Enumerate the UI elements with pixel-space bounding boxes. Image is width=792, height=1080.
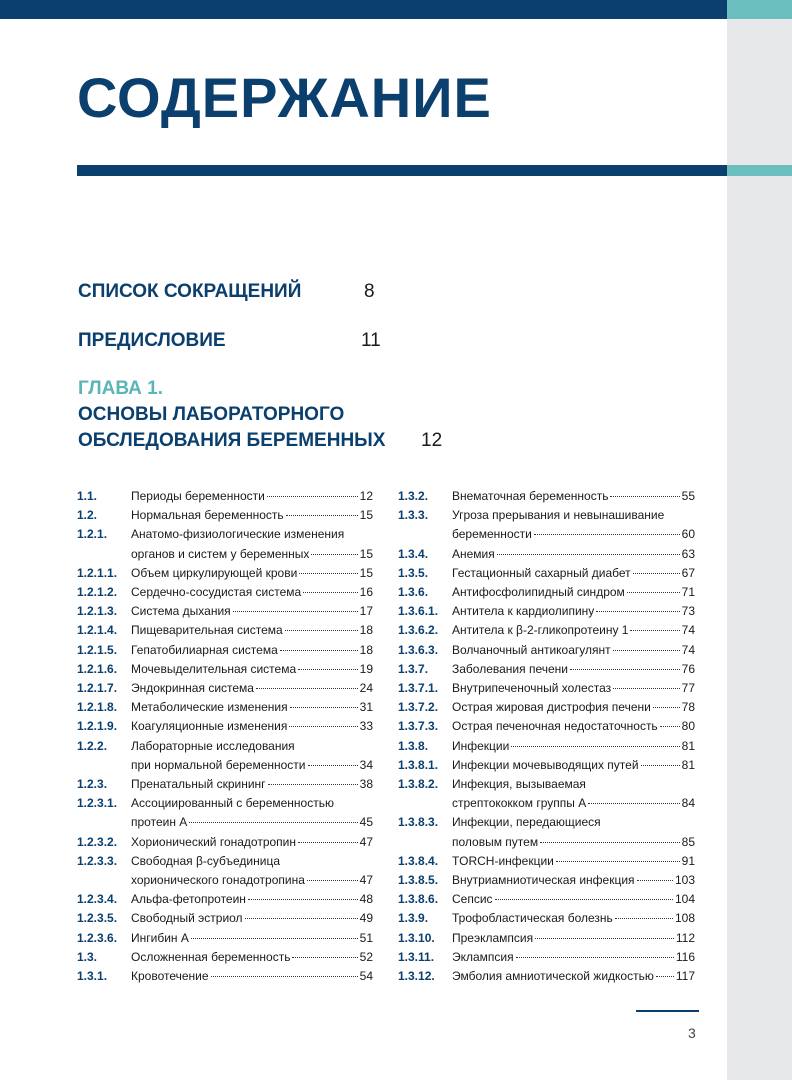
- toc-column-right: [398, 487, 695, 986]
- toc-entry-page: 49: [359, 911, 373, 926]
- toc-entry-page: 51: [359, 930, 373, 945]
- dot-leader: [256, 688, 358, 689]
- title-rule-accent: [727, 165, 792, 176]
- section-preface-page: 11: [361, 330, 381, 351]
- toc-entry-title: Анатомо-физиологические изменения: [131, 527, 345, 542]
- toc-entry[interactable]: [398, 909, 695, 928]
- dot-leader: [308, 765, 358, 766]
- toc-entry-page: 104: [674, 892, 695, 907]
- toc-entry-title: беременности: [452, 527, 532, 542]
- toc-entry[interactable]: [398, 679, 695, 698]
- toc-entry-number: 1.2.2.: [77, 738, 108, 753]
- toc-entry-page: 76: [681, 661, 695, 676]
- toc-entry[interactable]: [398, 813, 695, 851]
- toc-entry-title: Альфа-фетопротеин: [131, 892, 246, 907]
- toc-entry-number: 1.3.8.6.: [398, 892, 439, 907]
- toc-entry-number: 1.2.1.4.: [77, 623, 118, 638]
- toc-entry-page: 54: [359, 969, 373, 984]
- toc-entry-page: 15: [359, 546, 373, 561]
- toc-entry[interactable]: [77, 660, 373, 679]
- toc-entry-number: 1.2.3.2.: [77, 834, 118, 849]
- toc-entry[interactable]: [77, 602, 373, 621]
- toc-entry-page: 47: [359, 873, 373, 888]
- dot-leader: [285, 630, 358, 631]
- toc-entry-number: 1.2.3.3.: [77, 853, 118, 868]
- toc-entry-page: 116: [675, 949, 695, 964]
- dot-leader: [303, 592, 357, 593]
- toc-entry[interactable]: [398, 506, 695, 544]
- toc-entry-title: Коагуляционные изменения: [131, 719, 288, 734]
- dot-leader: [268, 784, 358, 785]
- toc-entry[interactable]: [77, 833, 373, 852]
- chapter-page: 12: [421, 430, 443, 451]
- toc-entry-page: 31: [359, 700, 373, 715]
- toc-entry-title: Периоды беременности: [131, 489, 265, 503]
- toc-entry[interactable]: [398, 852, 695, 871]
- toc-entry-number: 1.3.2.: [398, 489, 429, 503]
- toc-entry[interactable]: [77, 948, 373, 967]
- toc-entry-page: 16: [359, 585, 373, 600]
- dot-leader: [653, 707, 680, 708]
- toc-entry-title: Свободный эстриол: [131, 911, 243, 926]
- toc-entry-title: Заболевания печени: [452, 661, 568, 676]
- toc-entry[interactable]: [398, 641, 695, 660]
- toc-entry-page: 45: [359, 815, 373, 830]
- toc-entry-title: Система дыхания: [131, 604, 231, 619]
- toc-entry-page: 38: [359, 777, 373, 792]
- toc-entry-title: Гепатобилиарная система: [131, 642, 278, 657]
- toc-entry-number: 1.3.8.3.: [398, 815, 439, 830]
- section-preface[interactable]: ПРЕДИСЛОВИЕ: [78, 330, 226, 351]
- dot-leader: [307, 880, 358, 881]
- toc-entry-number: 1.3.8.5.: [398, 873, 439, 888]
- dot-leader: [495, 899, 673, 900]
- dot-leader: [211, 976, 358, 977]
- toc-entry-title: Нормальная беременность: [131, 508, 284, 523]
- toc-entry-number: 1.3.11.: [398, 949, 435, 964]
- toc-entry-title: органов и систем у беременных: [131, 546, 310, 561]
- toc-entry[interactable]: [398, 660, 695, 679]
- toc-entry-number: 1.2.3.1.: [77, 796, 118, 811]
- toc-entry-number: 1.3.9.: [398, 911, 429, 926]
- top-bar: [0, 0, 727, 19]
- toc-entry-number: 1.2.1.8.: [77, 700, 118, 715]
- toc-column-left: [77, 487, 373, 986]
- toc-entry-number: 1.3.7.1.: [398, 681, 439, 696]
- page-number: 3: [688, 1025, 696, 1041]
- toc-entry[interactable]: [77, 621, 373, 640]
- dot-leader: [516, 957, 674, 958]
- dot-leader: [497, 554, 680, 555]
- toc-entry[interactable]: [77, 794, 373, 832]
- toc-entry-page: 117: [675, 969, 695, 984]
- toc-entry-title: Метаболические изменения: [131, 700, 288, 715]
- toc-entry-page: 112: [675, 930, 695, 945]
- toc-entry-page: 67: [681, 565, 695, 580]
- dot-leader: [633, 573, 680, 574]
- dot-leader: [660, 726, 680, 727]
- page-title: СОДЕРЖАНИЕ: [77, 66, 492, 129]
- toc-entry[interactable]: [398, 698, 695, 717]
- toc-entry-title: Инфекции, передающиеся: [452, 815, 601, 830]
- toc-entry[interactable]: [77, 641, 373, 660]
- toc-entry-number: 1.2.3.: [77, 777, 108, 792]
- toc-entry-number: 1.3.6.: [398, 585, 429, 600]
- toc-entry-number: 1.3.7.2.: [398, 700, 439, 715]
- dot-leader: [189, 822, 357, 823]
- toc-entry[interactable]: [398, 871, 695, 890]
- toc-entry[interactable]: [398, 564, 695, 583]
- dot-leader: [286, 515, 358, 516]
- chapter-title-line-1[interactable]: ОСНОВЫ ЛАБОРАТОРНОГО: [78, 404, 345, 425]
- dot-leader: [588, 803, 679, 804]
- toc-entry-number: 1.2.1.3.: [77, 604, 118, 619]
- toc-entry-page: 74: [681, 642, 695, 657]
- toc-entry-number: 1.2.1.5.: [77, 642, 118, 657]
- toc-entry-number: 1.2.3.5.: [77, 911, 118, 926]
- dot-leader: [299, 573, 357, 574]
- side-strip: [727, 0, 792, 1080]
- toc-entry-number: 1.1.: [77, 489, 98, 503]
- toc-entry-number: 1.3.1.: [77, 969, 108, 984]
- toc-entry-title: Эмболия амниотической жидкостью: [452, 969, 654, 984]
- toc-entry-page: 18: [359, 623, 373, 638]
- toc-entry-number: 1.2.1.2.: [77, 585, 118, 600]
- toc-entry-number: 1.2.1.9.: [77, 719, 118, 734]
- toc-entry-number: 1.2.: [77, 508, 98, 523]
- dot-leader: [292, 957, 357, 958]
- toc-entry-page: 77: [681, 681, 695, 696]
- toc-entry-page: 48: [359, 892, 373, 907]
- toc-entry-title: при нормальной беременности: [131, 757, 306, 772]
- toc-entry-title: Кровотечение: [131, 969, 209, 984]
- toc-entry[interactable]: [398, 487, 695, 506]
- toc-entry-page: 74: [681, 623, 695, 638]
- dot-leader: [540, 842, 680, 843]
- toc-entry-page: 71: [681, 585, 695, 600]
- toc-entry[interactable]: [77, 890, 373, 909]
- toc-entry-title: Лабораторные исследования: [131, 738, 295, 753]
- toc-entry-page: 63: [681, 546, 695, 561]
- toc-entry[interactable]: [77, 583, 373, 602]
- dot-leader: [630, 630, 679, 631]
- toc-entry-title: Инфекции: [452, 738, 510, 753]
- toc-entry[interactable]: [398, 948, 695, 967]
- toc-entry-page: 85: [681, 834, 695, 849]
- toc-entry-title: Трофобластическая болезнь: [452, 911, 613, 926]
- toc-entry[interactable]: [77, 737, 373, 775]
- toc-entry-page: 55: [681, 489, 695, 503]
- dot-leader: [298, 669, 358, 670]
- toc-entry-title: Эндокринная система: [131, 681, 254, 696]
- toc-entry-number: 1.3.3.: [398, 508, 429, 523]
- toc-entry-title: Сердечно-сосудистая система: [131, 585, 302, 600]
- toc-entry-title: Антифосфолипидный синдром: [452, 585, 625, 600]
- dot-leader: [280, 650, 358, 651]
- section-abbreviations[interactable]: СПИСОК СОКРАЩЕНИЙ: [78, 281, 302, 302]
- toc-entry-title: Угроза прерывания и невынашивание: [452, 508, 665, 523]
- toc-entry[interactable]: [398, 890, 695, 909]
- toc-entry-page: 84: [681, 796, 695, 811]
- toc-entry-number: 1.2.3.4.: [77, 892, 118, 907]
- toc-entry[interactable]: [77, 525, 373, 563]
- toc-entry-title: Гестационный сахарный диабет: [452, 565, 631, 580]
- dot-leader: [613, 688, 680, 689]
- dot-leader: [289, 726, 357, 727]
- toc-entry-number: 1.2.1.7.: [77, 681, 118, 696]
- dot-leader: [615, 918, 673, 919]
- toc-entry[interactable]: [398, 545, 695, 564]
- toc-entry-title: Инфекции мочевыводящих путей: [452, 757, 639, 772]
- title-rule: [77, 165, 727, 176]
- dot-leader: [656, 976, 674, 977]
- toc-entry-title: Инфекция, вызываемая: [452, 777, 586, 792]
- toc-entry[interactable]: [398, 583, 695, 602]
- dot-leader: [267, 496, 358, 497]
- toc-entry[interactable]: [77, 717, 373, 736]
- toc-entry-number: 1.2.1.1.: [77, 565, 118, 580]
- toc-entry-number: 1.3.8.4.: [398, 853, 439, 868]
- toc-entry-page: 17: [359, 604, 373, 619]
- dot-leader: [511, 746, 679, 747]
- dot-leader: [233, 611, 358, 612]
- toc-entry-number: 1.2.3.6.: [77, 930, 118, 945]
- toc-entry-title: Эклампсия: [452, 949, 514, 964]
- chapter-label: ГЛАВА 1.: [78, 378, 163, 399]
- toc-entry-page: 81: [681, 738, 695, 753]
- toc-entry-title: хорионического гонадотропина: [131, 873, 305, 888]
- toc-entry-title: Осложненная беременность: [131, 949, 291, 964]
- toc-entry[interactable]: [77, 852, 373, 890]
- toc-entry-number: 1.3.5.: [398, 565, 429, 580]
- toc-entry-title: Объем циркулирующей крови: [131, 565, 298, 580]
- toc-entry-title: Анемия: [452, 546, 495, 561]
- toc-entry-title: Антитела к β-2-гликопротеину 1: [452, 623, 629, 638]
- dot-leader: [641, 765, 680, 766]
- toc-entry-title: Пищеварительная система: [131, 623, 283, 638]
- section-abbreviations-page: 8: [364, 281, 375, 302]
- toc-entry-number: 1.3.7.3.: [398, 719, 439, 734]
- toc-entry-number: 1.3.12.: [398, 969, 435, 984]
- toc-entry-page: 52: [359, 949, 373, 964]
- toc-entry-title: Ингибин А: [131, 930, 189, 945]
- toc-entry-title: Внутрипеченочный холестаз: [452, 681, 612, 696]
- toc-entry-page: 60: [681, 527, 695, 542]
- toc-entry-number: 1.3.8.1.: [398, 757, 439, 772]
- toc-entry-title: Преэклампсия: [452, 930, 534, 945]
- toc-entry[interactable]: [398, 737, 695, 756]
- toc-entry[interactable]: [77, 698, 373, 717]
- dot-leader: [613, 650, 680, 651]
- dot-leader: [191, 938, 358, 939]
- chapter-title-line-2[interactable]: ОБСЛЕДОВАНИЯ БЕРЕМЕННЫХ: [78, 430, 386, 451]
- toc-entry-title: Антитела к кардиолипину: [452, 604, 595, 619]
- toc-entry-page: 19: [359, 661, 373, 676]
- toc-entry-page: 78: [681, 700, 695, 715]
- toc-entry[interactable]: [77, 487, 373, 506]
- dot-leader: [570, 669, 680, 670]
- toc-entry[interactable]: [77, 929, 373, 948]
- toc-entry-title: протеин А: [131, 815, 188, 830]
- toc-entry-number: 1.3.6.2.: [398, 623, 439, 638]
- dot-leader: [535, 938, 674, 939]
- dot-leader: [637, 880, 673, 881]
- toc-entry-page: 34: [359, 757, 373, 772]
- toc-entry-page: 91: [681, 853, 695, 868]
- toc-entry[interactable]: [77, 909, 373, 928]
- dot-leader: [534, 534, 680, 535]
- toc-entry-title: Внематочная беременность: [452, 489, 609, 503]
- top-bar-accent: [727, 0, 792, 19]
- toc-entry-title: TORCH-инфекции: [452, 853, 554, 868]
- dot-leader: [610, 496, 679, 497]
- toc-entry[interactable]: [398, 602, 695, 621]
- toc-entry[interactable]: [398, 929, 695, 948]
- toc-entry-title: Волчаночный антикоагулянт: [452, 642, 611, 657]
- toc-entry-page: 15: [359, 508, 373, 523]
- toc-entry-number: 1.3.: [77, 949, 98, 964]
- toc-entry[interactable]: [398, 717, 695, 736]
- toc-entry-page: 12: [359, 489, 373, 503]
- toc-entry-number: 1.2.1.: [77, 527, 108, 542]
- toc-entry-title: Мочевыделительная система: [131, 661, 297, 676]
- toc-entry-title: Внутриамниотическая инфекция: [452, 873, 635, 888]
- toc-entry[interactable]: [77, 564, 373, 583]
- toc-entry[interactable]: [398, 775, 695, 813]
- dot-leader: [245, 918, 358, 919]
- dot-leader: [298, 842, 358, 843]
- toc-entry-number: 1.3.4.: [398, 546, 429, 561]
- toc-entry[interactable]: [398, 967, 695, 986]
- toc-entry-title: Хорионический гонадотропин: [131, 834, 297, 849]
- toc-entry[interactable]: [77, 967, 373, 986]
- toc-entry-page: 33: [359, 719, 373, 734]
- toc-entry[interactable]: [77, 506, 373, 525]
- toc-entry[interactable]: [398, 756, 695, 775]
- dot-leader: [248, 899, 358, 900]
- dot-leader: [596, 611, 679, 612]
- toc-entry-title: Пренатальный скрининг: [131, 777, 266, 792]
- toc-entry-number: 1.3.6.3.: [398, 642, 439, 657]
- dot-leader: [311, 554, 357, 555]
- toc-entry-page: 15: [359, 565, 373, 580]
- toc-entry-title: стрептококком группы А: [452, 796, 587, 811]
- toc-entry-page: 47: [359, 834, 373, 849]
- toc-entry[interactable]: [77, 679, 373, 698]
- toc-entry-title: Свободная β-субъединица: [131, 853, 280, 868]
- toc-entry-page: 103: [674, 873, 695, 888]
- toc-entry-number: 1.3.8.: [398, 738, 429, 753]
- toc-entry-title: Острая печеночная недостаточность: [452, 719, 658, 734]
- toc-entry-number: 1.3.10.: [398, 930, 435, 945]
- toc-entry-title: Сепсис: [452, 892, 493, 907]
- toc-entry-page: 24: [359, 681, 373, 696]
- dot-leader: [290, 707, 358, 708]
- footer-rule: [636, 1010, 699, 1012]
- toc-entry-page: 73: [681, 604, 695, 619]
- toc-entry-page: 18: [359, 642, 373, 657]
- toc-entry-title: половым путем: [452, 834, 539, 849]
- toc-entry[interactable]: [77, 775, 373, 794]
- toc-entry-page: 80: [681, 719, 695, 734]
- toc-entry[interactable]: [398, 621, 695, 640]
- toc-entry-number: 1.3.6.1.: [398, 604, 439, 619]
- toc-entry-number: 1.2.1.6.: [77, 661, 118, 676]
- dot-leader: [627, 592, 680, 593]
- toc-entry-number: 1.3.7.: [398, 661, 429, 676]
- toc-entry-number: 1.3.8.2.: [398, 777, 439, 792]
- toc-entry-page: 81: [681, 757, 695, 772]
- dot-leader: [556, 861, 680, 862]
- toc-entry-page: 108: [674, 911, 695, 926]
- toc-entry-title: Острая жировая дистрофия печени: [452, 700, 651, 715]
- toc-entry-title: Ассоциированный с беременностью: [131, 796, 334, 811]
